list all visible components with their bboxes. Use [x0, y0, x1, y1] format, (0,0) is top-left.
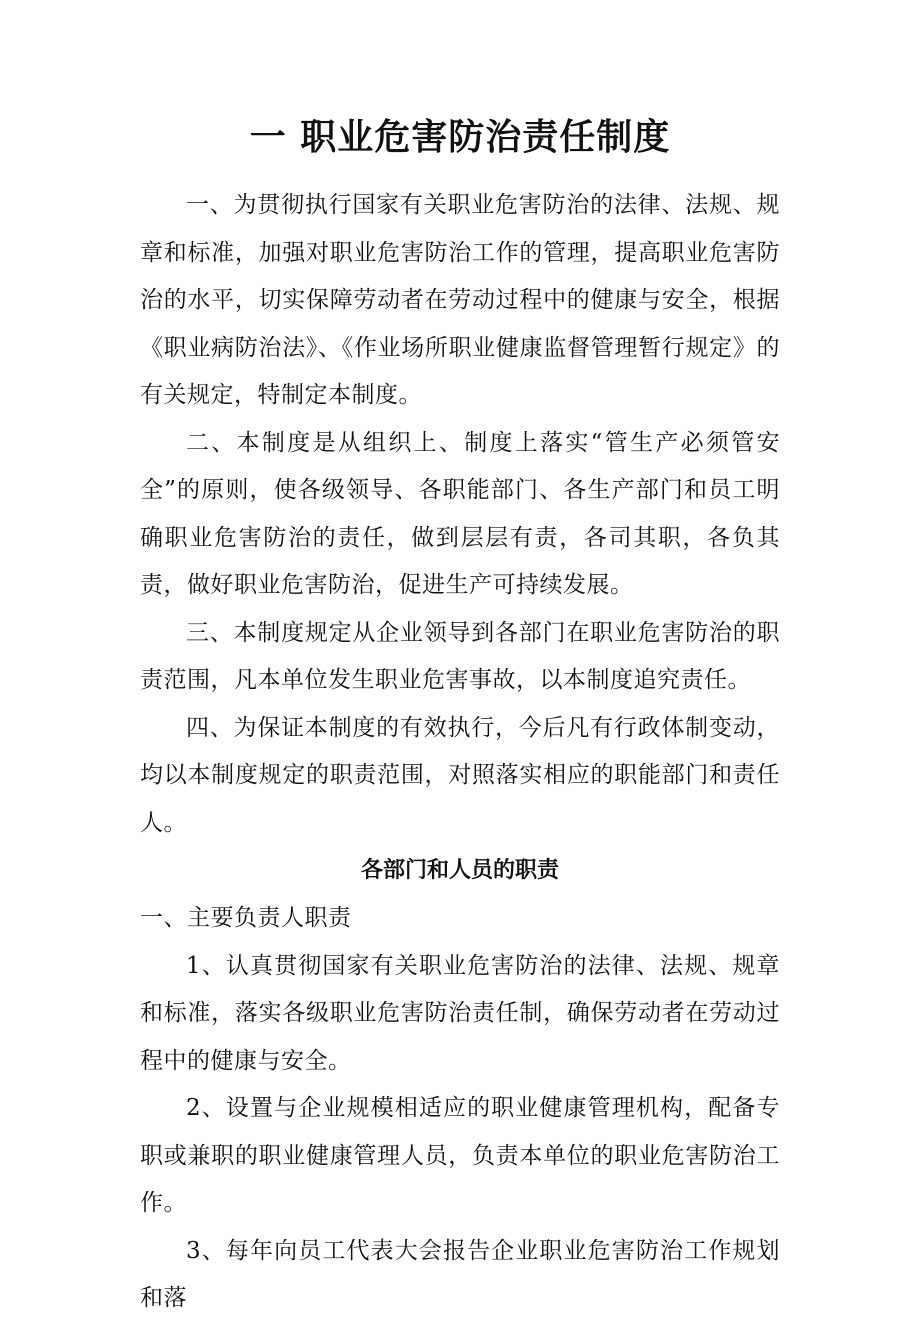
duty-paragraph-1: 1、认真贯彻国家有关职业危害防治的法律、法规、规章和标准，落实各级职业危害防治责任制，确保劳动者在劳动过程中的健康与安全。 [140, 952, 780, 1074]
section-heading-principal: 一、主要负责人职责 [140, 905, 352, 931]
intro-paragraph-3: 三、本制度规定从企业领导到各部门在职业危害防治的职责范围，凡本单位发生职业危害事故，以本制度追究责任。 [140, 619, 780, 693]
intro-paragraph-1: 一、为贯彻执行国家有关职业危害防治的法律、法规、规章和标准，加强对职业危害防治工作的管理，提高职业危害防治的水平，切实保障劳动者在劳动过程中的健康与安全，根据《职业病防治法》、《作业场所职业健康监督管理暂行规定》的有关规定，特制定本制度。 [140, 192, 780, 408]
duty-paragraph-3: 3、每年向员工代表大会报告企业职业危害防治工作规划和落 [140, 1237, 780, 1311]
document-title: 一 职业危害防治责任制度 [249, 117, 671, 158]
intro-paragraph-2: 二、本制度是从组织上、制度上落实“管生产必须管安全”的原则，使各级领导、各职能部门、各生产部门和员工明确职业危害防治的责任，做到层层有责，各司其职，各负其责，做好职业危害防治，促进生产可持续发展。 [140, 429, 780, 598]
document-body [140, 182, 780, 1323]
responsibilities-subheading: 各部门和人员的职责 [360, 858, 559, 883]
intro-paragraph-4: 四、为保证本制度的有效执行，今后凡有行政体制变动，均以本制度规定的职责范围，对照落实相应的职能部门和责任人。 [140, 714, 780, 836]
duty-paragraph-2: 2、设置与企业规模相适应的职业健康管理机构，配备专职或兼职的职业健康管理人员，负责本单位的职业危害防治工作。 [140, 1095, 780, 1216]
